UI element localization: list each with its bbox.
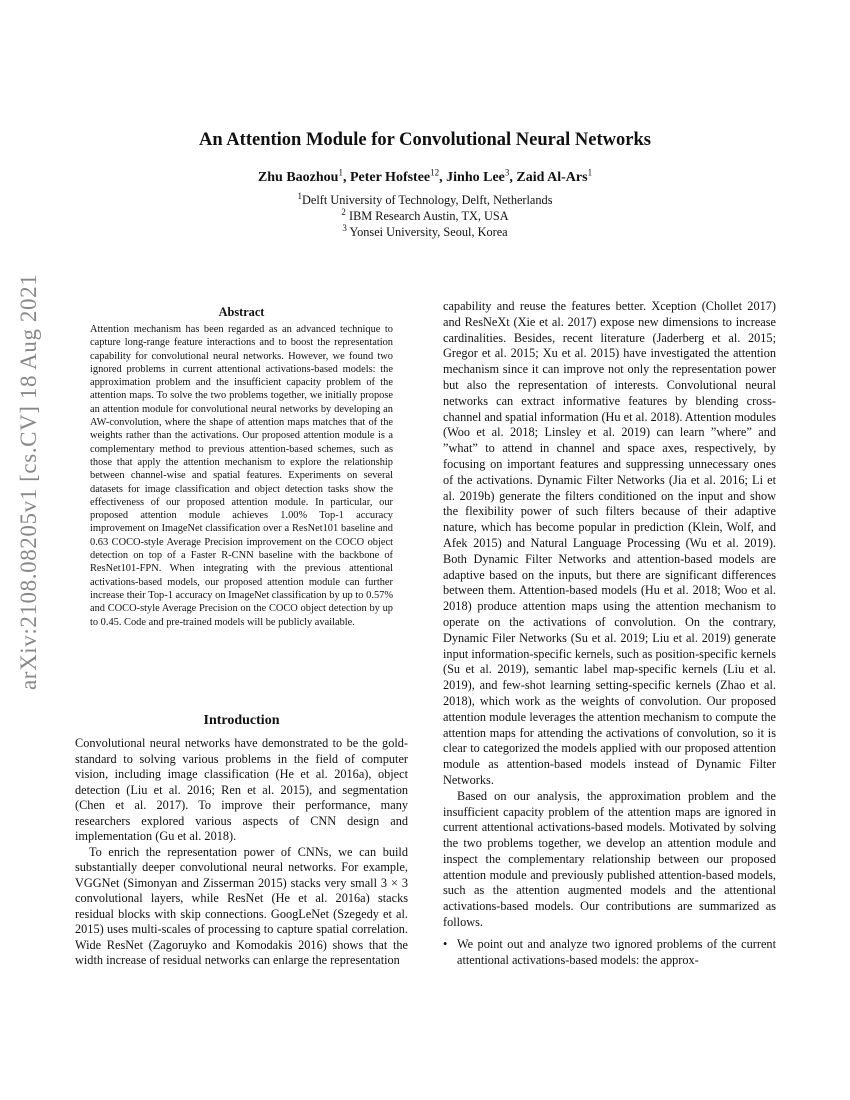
affiliation-line [0, 224, 850, 240]
author-separator: , [509, 170, 517, 185]
contribution-bullet [443, 937, 776, 969]
paper-title: An Attention Module for Convolutional Neural Networks [199, 130, 651, 150]
author-name: Zhu Baozhou [257, 170, 339, 185]
affiliation-mark: 2 [341, 206, 346, 217]
abstract-paragraph: Attention mechanism has been regarded as an advanced technique to capture long-range feature interactions and to boost the representation capability for convolutional neural networks. However, we found two ignored problems in current attentional activations-based models: the approximation problem and the insufficient capacity problem of the attention maps. To solve the two problems together, we initially propose an attention module for convolutional neural networks by developing an AW-convolution, where the shape of attention maps matches that of the weights rather than the activations. Our proposed attention module is a complementary method to previous attention-based schemes, such as those that apply the attention mechanism to explore the relationship between channel-wise and spatial features. Experiments on several datasets for image classification and object detection tasks show the effectiveness of our proposed attention module. In particular, our proposed attention module achieves 1.00% Top-1 accuracy improvement on ImageNet classification over a ResNet101 baseline and 0.63 COCO-style Average Precision improvement on the COCO object detection on top of a Faster R-CNN baseline with the backbone of ResNet101-FPN. When integrating with the previous attentional activations-based models, our proposed attention module can further increase their Top-1 accuracy on ImageNet classification by up to 0.57% and COCO-style Average Precision on the COCO object detection by up to 0.45. Code and pre-trained models will be publicly available. [90, 324, 393, 628]
author-name: Zaid Al-Ars [516, 170, 588, 185]
affiliation-line [0, 192, 850, 208]
author-affiliation-mark: 12 [430, 167, 440, 178]
introduction-body [75, 736, 408, 969]
body-paragraph: To enrich the representation power of CNNs, we can build substantially deeper convolutional neural networks. For example, VGGNet (Simonyan and Zisserman 2015) stacks very small 3 × 3 convolutional layers, while ResNet (He et al. 2016a) stacks residual blocks with skip connections. GoogLeNet (Szegedy et al. 2015) uses multi-scales of processing to capture spatial correlation. Wide ResNet (Zagoruyko and Komodakis 2016) shows that the width increase of residual networks can enlarge the representation [75, 844, 408, 967]
affiliations [0, 192, 850, 240]
affiliation-line [0, 208, 850, 224]
author-list [0, 167, 850, 186]
body-paragraph: capability and reuse the features better. Xception (Chollet 2017) and ResNeXt (Xie et al. 2017) expose new dimensions to increase cardinalities. Besides, recent literature (Jaderberg et al. 2015; Gregor et al. 2015; Xu et al. 2015) have investigated the attention mechanism since it can improve not only the representation power but also the representation of interests. Convolutional neural networks can extract informative features by blending cross-channel and spatial information (Hu et al. 2018). Attention modules (Woo et al. 2018; Linsley et al. 2019) can learn ”where” and ”what” to attend in channel and space axes, respectively, by focusing on important features and suppressing unnecessary ones of the activations. Dynamic Filter Networks (Jia et al. 2016; Li et al. 2019b) generate the filters conditioned on the input and show the flexibility power of such filters because of their adaptive nature, which has become popular in prediction (Klein, Wolf, and Afek 2015) and Natural Language Processing (Wu et al. 2019). Both Dynamic Filter Networks and attention-based models are adaptive based on the inputs, but there are significant differences between them. Attention-based models (Hu et al. 2018; Woo et al. 2018) produce attention maps using the attention mechanism to operate on the activations of convolution. On the contrary, Dynamic Filer Networks (Su et al. 2019; Liu et al. 2019) generate input information-specific kernels, such as position-specific kernels (Su et al. 2019), semantic label map-specific kernels (Liu et al. 2019), and few-shot learning setting-specific kernels (Zhao et al. 2018), which work as the weights of convolution. Our proposed attention module leverages the attention mechanism to compute the attention maps for attending the activations of convolution, so it is clear to categorized the models applied with our proposed attention module as attention-based models instead of Dynamic Filter Networks. [443, 299, 776, 787]
right-column-body [443, 299, 776, 968]
author-separator: , [342, 170, 350, 185]
author-name: Jinho Lee [446, 170, 505, 185]
author-affiliation-mark: 1 [338, 167, 343, 178]
affiliation-text: IBM Research Austin, TX, USA [348, 209, 509, 223]
introduction-heading: Introduction [203, 713, 280, 728]
body-paragraph: Convolutional neural networks have demonstrated to be the gold-standard to solving various problems in the field of computer vision, including image classification (He et al. 2016a), object detection (Liu et al. 2016; Ren et al. 2015), and segmentation (Chen et al. 2017). To improve their performance, many researchers explored various aspects of CNN design and implementation (Gu et al. 2018). [75, 736, 408, 843]
affiliation-text: Yonsei University, Seoul, Korea [349, 225, 508, 239]
bullet-marker: • [443, 936, 448, 951]
author-separator: , [439, 170, 447, 185]
author-name: Peter Hofstee [349, 170, 431, 185]
affiliation-mark: 1 [297, 190, 302, 201]
abstract-body [90, 323, 393, 629]
bullet-text: We point out and analyze two ignored problems of the current attentional activations-based models: the approx- [457, 936, 776, 967]
abstract-heading: Abstract [218, 305, 265, 319]
arxiv-identifier: arXiv:2108.08205v1 [cs.CV] 18 Aug 2021 [16, 273, 41, 690]
author-affiliation-mark: 3 [504, 167, 510, 178]
author-affiliation-mark: 1 [587, 167, 593, 178]
affiliation-text: Delft University of Technology, Delft, Netherlands [302, 193, 553, 207]
affiliation-mark: 3 [342, 222, 347, 233]
body-paragraph: Based on our analysis, the approximation problem and the insufficient capacity problem of the attention maps are ignored in current attentional activations-based models. Motivated by solving the two problems together, we develop an attention module and inspect the complementary relationship between our proposed attention module and previously published attention-based models, such as the attention augmented models and the attentional activations-based models. Our contributions are summarized as follows. [443, 788, 776, 930]
